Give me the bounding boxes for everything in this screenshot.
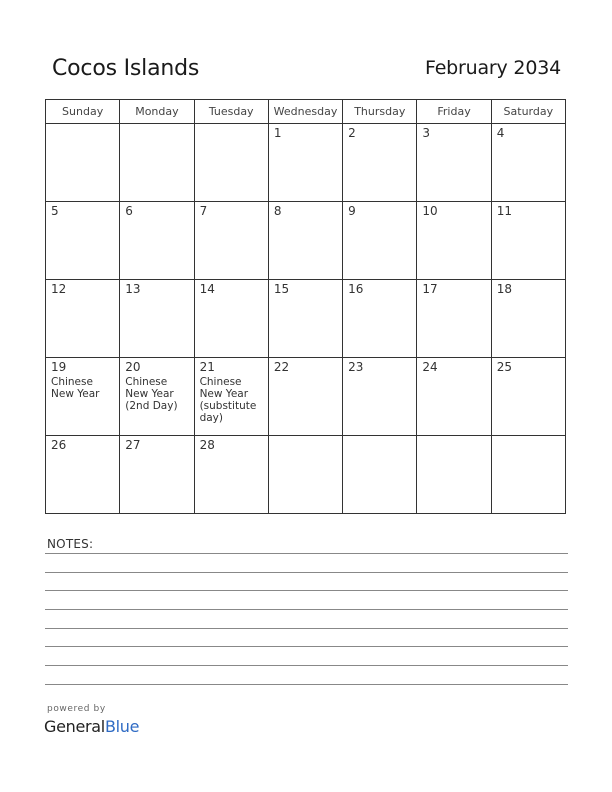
holiday-event-line: day) xyxy=(199,412,223,424)
holiday-event xyxy=(125,376,188,412)
calendar-day-cell xyxy=(417,436,491,514)
calendar-day-cell xyxy=(417,202,491,280)
calendar-day-cell xyxy=(46,124,120,202)
weekday-header-row xyxy=(46,100,566,124)
calendar-week-row xyxy=(46,280,566,358)
calendar-day-cell xyxy=(120,124,194,202)
day-number: 7 xyxy=(199,204,208,218)
calendar-day-cell xyxy=(417,124,491,202)
calendar-day-cell xyxy=(194,280,268,358)
day-number: 15 xyxy=(273,282,290,296)
day-number: 13 xyxy=(125,282,141,296)
note-line xyxy=(45,609,568,610)
day-number: 9 xyxy=(348,204,356,218)
calendar-day-cell xyxy=(491,124,565,202)
calendar-day-cell xyxy=(343,280,417,358)
calendar-day-cell xyxy=(268,436,342,514)
day-number: 19 xyxy=(51,360,67,374)
calendar-day-cell xyxy=(46,202,120,280)
day-number: 17 xyxy=(422,282,438,296)
holiday-event-line: Chinese xyxy=(51,376,93,388)
note-line xyxy=(45,572,568,573)
calendar-day-cell xyxy=(417,358,491,436)
weekday-friday: Friday xyxy=(417,100,491,124)
holiday-event-line: Chinese xyxy=(199,376,242,388)
weekday-saturday: Saturday xyxy=(491,100,565,124)
calendar-day-cell xyxy=(268,358,342,436)
calendar-day-cell xyxy=(268,124,342,202)
day-number: 12 xyxy=(51,282,67,296)
weekday-tuesday: Tuesday xyxy=(194,100,268,124)
day-number: 11 xyxy=(496,204,512,218)
day-number: 14 xyxy=(199,282,215,296)
holiday-event-line: Chinese xyxy=(125,376,168,388)
holiday-event-line: (substitute xyxy=(199,400,257,412)
calendar-day-cell xyxy=(268,280,342,358)
holiday-event xyxy=(51,376,114,400)
calendar-day-cell xyxy=(343,436,417,514)
weekday-sunday: Sunday xyxy=(46,100,120,124)
generalblue-logo xyxy=(44,717,139,736)
holiday-event xyxy=(200,376,263,424)
day-number: 4 xyxy=(496,126,505,140)
calendar-day-cell xyxy=(194,202,268,280)
note-line xyxy=(45,553,568,554)
calendar-day-cell xyxy=(46,280,120,358)
weekday-monday: Monday xyxy=(120,100,194,124)
calendar-title: Cocos Islands xyxy=(52,56,200,81)
holiday-event-line: (2nd Day) xyxy=(125,400,178,412)
day-number: 21 xyxy=(199,360,215,374)
calendar-day-cell xyxy=(491,358,565,436)
holiday-event-line: New Year xyxy=(125,388,174,400)
calendar-week-row xyxy=(46,202,566,280)
holiday-event-line: New Year xyxy=(199,388,249,400)
calendar-day-cell xyxy=(491,202,565,280)
day-number: 2 xyxy=(348,126,356,140)
weekday-wednesday: Wednesday xyxy=(268,100,342,124)
calendar-day-cell xyxy=(120,202,194,280)
day-number: 22 xyxy=(273,360,290,374)
calendar-day-cell xyxy=(120,280,194,358)
calendar-day-cell xyxy=(120,436,194,514)
day-number: 10 xyxy=(422,204,438,218)
calendar-day-cell xyxy=(194,124,268,202)
day-number: 18 xyxy=(496,282,512,296)
powered-by-text: powered by xyxy=(47,704,106,714)
calendar-week-row xyxy=(46,124,566,202)
note-line xyxy=(45,590,568,591)
calendar-grid xyxy=(45,99,566,514)
day-number: 1 xyxy=(273,126,282,140)
calendar-day-cell xyxy=(343,124,417,202)
note-line xyxy=(45,646,568,647)
brand-general: General xyxy=(44,717,105,736)
calendar-day-cell xyxy=(120,358,194,436)
notes-label: NOTES: xyxy=(47,537,94,551)
day-number: 26 xyxy=(51,438,67,452)
calendar-day-cell xyxy=(491,436,565,514)
calendar-day-cell xyxy=(46,358,120,436)
day-number: 5 xyxy=(51,204,59,218)
calendar-day-cell xyxy=(417,280,491,358)
calendar-week-row xyxy=(46,358,566,436)
calendar-day-cell xyxy=(343,202,417,280)
calendar-day-cell xyxy=(343,358,417,436)
day-number: 24 xyxy=(422,360,438,374)
calendar-day-cell xyxy=(46,436,120,514)
day-number: 25 xyxy=(496,360,512,374)
brand-blue: Blue xyxy=(104,717,140,736)
calendar-day-cell xyxy=(194,358,268,436)
day-number: 3 xyxy=(422,126,431,140)
calendar-month: February 2034 xyxy=(425,57,561,79)
calendar-day-cell xyxy=(491,280,565,358)
holiday-event-line: New Year xyxy=(51,388,100,400)
weekday-thursday: Thursday xyxy=(343,100,417,124)
note-line xyxy=(45,628,568,629)
day-number: 6 xyxy=(125,204,133,218)
day-number: 8 xyxy=(273,204,282,218)
day-number: 27 xyxy=(125,438,141,452)
calendar-day-cell xyxy=(194,436,268,514)
note-line xyxy=(45,684,568,685)
calendar-day-cell xyxy=(268,202,342,280)
note-line xyxy=(45,665,568,666)
day-number: 16 xyxy=(348,282,364,296)
day-number: 28 xyxy=(199,438,215,452)
day-number: 23 xyxy=(348,360,364,374)
day-number: 20 xyxy=(125,360,141,374)
calendar-week-row xyxy=(46,436,566,514)
